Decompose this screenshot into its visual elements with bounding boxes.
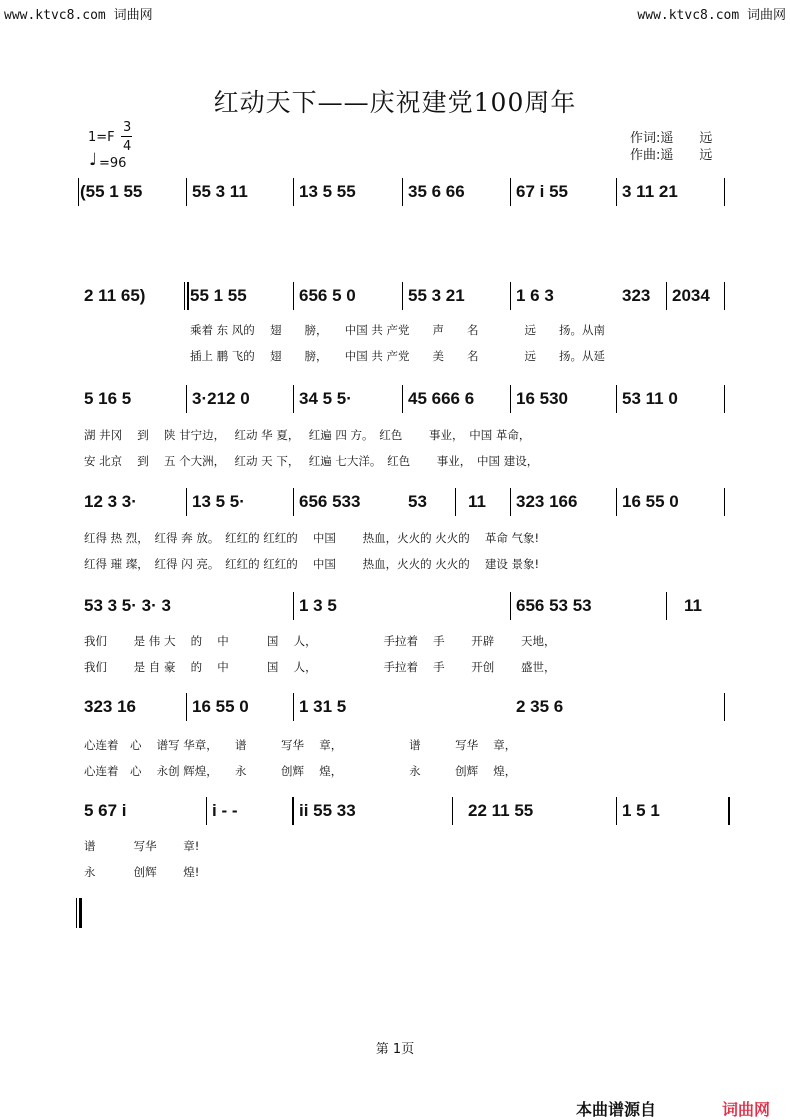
barline bbox=[293, 488, 294, 516]
measure: 5 16 5 bbox=[84, 389, 132, 408]
measure: 656 533 bbox=[299, 492, 361, 511]
barline bbox=[724, 178, 725, 206]
measure: 16 55 0 bbox=[192, 697, 249, 716]
time-signature-line bbox=[121, 136, 132, 137]
barline bbox=[510, 282, 511, 310]
barline bbox=[616, 488, 617, 516]
measure: 11 bbox=[468, 492, 486, 511]
measure: 656 53 53 bbox=[516, 596, 592, 615]
barline bbox=[455, 488, 456, 516]
measure: 11 bbox=[684, 596, 702, 615]
barline bbox=[724, 693, 725, 721]
measure: ii 55 33 bbox=[299, 801, 356, 820]
measure: 12 3 3· bbox=[84, 492, 137, 511]
barline bbox=[206, 797, 207, 825]
site-url-left: www.ktvc8.com 词曲网 bbox=[4, 8, 153, 23]
lyric-line: 插上 鹏 飞的 翅 膀， 中国 共 产党 美 名 远 扬。从延 bbox=[190, 349, 606, 363]
lyric-line: 安 北京 到 五 个大洲， 红动 天 下， 红遍 七大洋。 红色 事业， 中国 建设， bbox=[84, 454, 539, 468]
measure: 1 6 3 bbox=[516, 286, 554, 305]
measure: 53 bbox=[408, 492, 427, 511]
site-url-right: www.ktvc8.com 词曲网 bbox=[637, 8, 786, 23]
measure: 13 5 55 bbox=[299, 182, 356, 201]
barline bbox=[78, 178, 79, 206]
barline bbox=[616, 385, 617, 413]
measure: 67 i 55 bbox=[516, 182, 568, 201]
measure: 5 67 i bbox=[84, 801, 127, 820]
lyric-line: 永 创辉 煌! bbox=[84, 865, 200, 879]
measure: 2 11 65) bbox=[84, 286, 146, 305]
barline bbox=[293, 592, 294, 620]
lyric-line: 谱 写华 章! bbox=[84, 839, 200, 853]
tempo: =96 bbox=[99, 156, 127, 171]
barline bbox=[292, 797, 294, 825]
lyric-line: 红得 热 烈， 红得 奔 放。 红红的 红红的 中国 热血，火火的 火火的 革命 气象! bbox=[84, 531, 540, 545]
barline bbox=[293, 693, 294, 721]
measure: 2 35 6 bbox=[516, 697, 564, 716]
barline bbox=[186, 385, 187, 413]
lyric-line: 乘着 东 风的 翅 膀， 中国 共 产党 声 名 远 扬。从南 bbox=[190, 323, 606, 337]
measure: 323 166 bbox=[516, 492, 578, 511]
measure: 16 530 bbox=[516, 389, 568, 408]
lyricist: 作词:遥 远 bbox=[630, 131, 713, 146]
measure: 656 5 0 bbox=[299, 286, 356, 305]
measure: 22 11 55 bbox=[468, 801, 534, 820]
barline bbox=[186, 178, 187, 206]
barline bbox=[728, 797, 730, 825]
barline bbox=[510, 592, 511, 620]
end-barline bbox=[76, 898, 77, 928]
measure: 55 3 11 bbox=[192, 182, 248, 201]
source-text: 本曲谱源自 bbox=[576, 1100, 657, 1119]
barline bbox=[402, 385, 403, 413]
key-signature: 1=F bbox=[88, 130, 115, 145]
barline bbox=[666, 282, 667, 310]
measure: 3 11 21 bbox=[622, 182, 678, 201]
measure: 53 11 0 bbox=[622, 389, 678, 408]
time-signature-top: 3 bbox=[123, 120, 132, 135]
barline bbox=[293, 282, 294, 310]
lyric-line: 红得 璀 璨， 红得 闪 亮。 红红的 红红的 中国 热血，火火的 火火的 建设 景象! bbox=[84, 557, 540, 571]
measure: 34 5 5· bbox=[299, 389, 352, 408]
measure: 35 6 66 bbox=[408, 182, 465, 201]
measure: 2034 bbox=[672, 286, 710, 305]
barline bbox=[724, 282, 725, 310]
measure: 55 3 21 bbox=[408, 286, 465, 305]
measure: 55 1 55 bbox=[190, 286, 247, 305]
barline bbox=[184, 282, 185, 310]
song-title: 红动天下——庆祝建党100周年 bbox=[213, 88, 577, 117]
measure: 13 5 5· bbox=[192, 492, 245, 511]
time-signature-bottom: 4 bbox=[123, 139, 132, 154]
barline bbox=[293, 385, 294, 413]
barline bbox=[187, 282, 189, 310]
measure: 1 3 5 bbox=[299, 596, 337, 615]
barline bbox=[724, 488, 725, 516]
barline bbox=[402, 178, 403, 206]
barline bbox=[666, 592, 667, 620]
end-barline bbox=[79, 898, 82, 928]
measure: 1 5 1 bbox=[622, 801, 660, 820]
barline bbox=[616, 178, 617, 206]
barline bbox=[186, 693, 187, 721]
barline bbox=[510, 178, 511, 206]
barline bbox=[293, 178, 294, 206]
lyric-line: 心连着 心 永创 辉煌， 永 创辉 煌， 永 创辉 煌， bbox=[84, 764, 517, 778]
barline bbox=[510, 488, 511, 516]
barline bbox=[186, 488, 187, 516]
measure: 1 31 5 bbox=[299, 697, 347, 716]
measure: 3·212 0 bbox=[192, 389, 250, 408]
brand-logo: 词曲网 bbox=[722, 1100, 771, 1119]
measure: 323 16 bbox=[84, 697, 136, 716]
barline bbox=[452, 797, 453, 825]
barline bbox=[402, 282, 403, 310]
measure: (55 1 55 bbox=[80, 182, 143, 201]
measure: 53 3 5· 3· 3 bbox=[84, 596, 171, 615]
lyric-line: 我们 是 自 豪 的 中 国 人， 手拉着 手 开创 盛世， bbox=[84, 660, 556, 674]
quarter-note-icon: ♩ bbox=[89, 150, 98, 170]
lyric-line: 湖 井冈 到 陕 甘宁边， 红动 华 夏， 红遍 四 方。 红色 事业， 中国 革命， bbox=[84, 428, 531, 442]
lyric-line: 心连着 心 谱写 华章， 谱 写华 章， 谱 写华 章， bbox=[84, 738, 517, 752]
barline bbox=[616, 797, 617, 825]
barline bbox=[724, 385, 725, 413]
composer: 作曲:遥 远 bbox=[630, 148, 713, 163]
measure: 16 55 0 bbox=[622, 492, 679, 511]
page-number: 第 1页 bbox=[375, 1042, 415, 1057]
measure: i - - bbox=[212, 801, 238, 820]
lyric-line: 我们 是 伟 大 的 中 国 人， 手拉着 手 开辟 天地， bbox=[84, 634, 556, 648]
barline bbox=[510, 385, 511, 413]
measure: 45 666 6 bbox=[408, 389, 475, 408]
measure: 323 bbox=[622, 286, 651, 305]
